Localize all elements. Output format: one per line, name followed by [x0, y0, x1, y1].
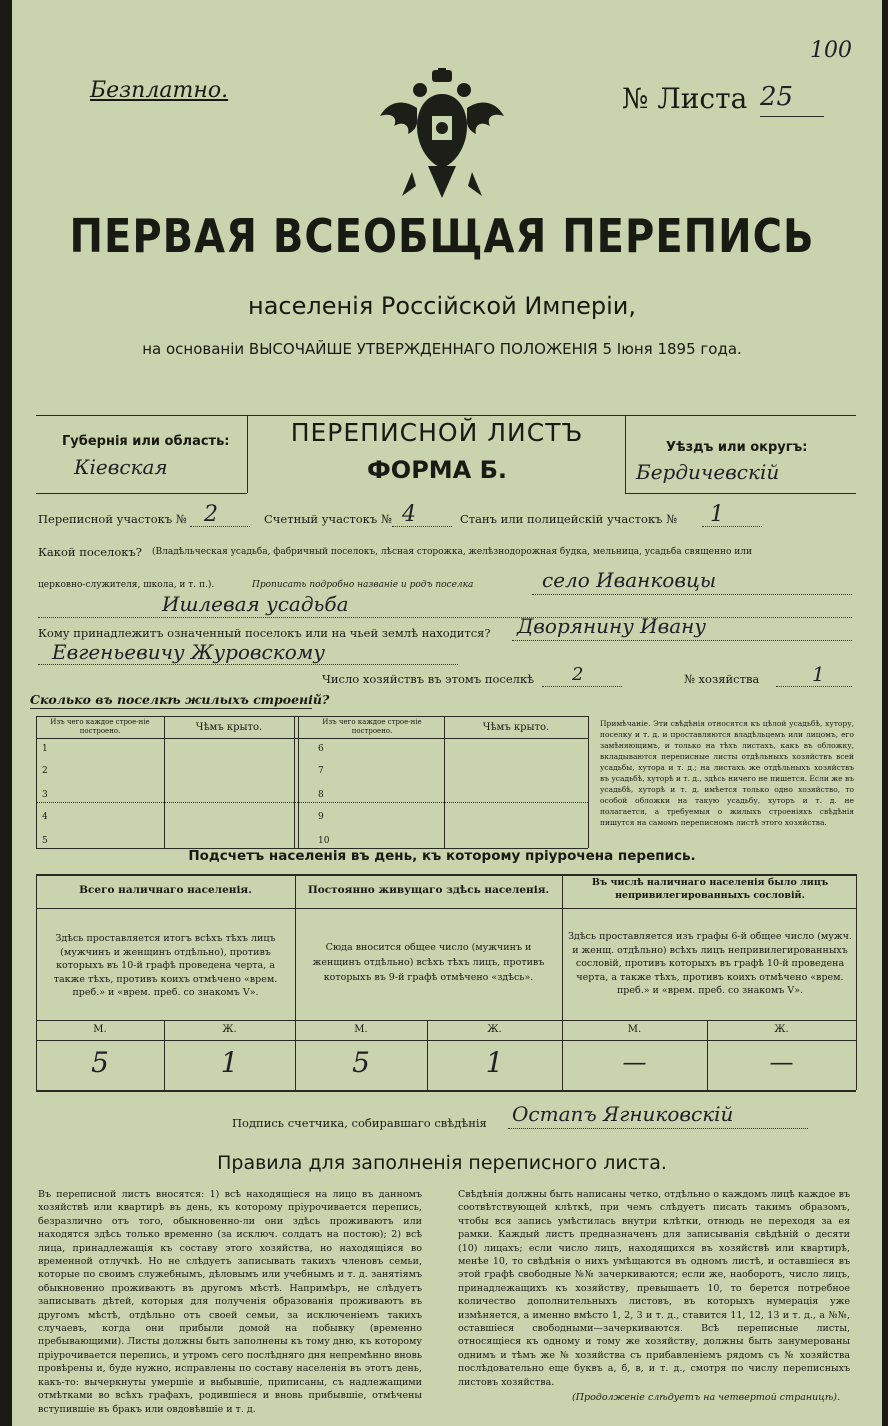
owner-value-line2: Евгеньевичу Журовскому	[52, 640, 325, 664]
settlement-hint2: церковно-служителя, школа, и т. п.).	[38, 580, 215, 590]
population-value: 5	[91, 1046, 109, 1079]
count-precinct-value: 4	[402, 502, 416, 527]
settlement-hint: (Владѣльческая усадьба, фабричный поселокъ, лѣсная сторожка, желѣзнодорожная будка, мельница, усадьба священно или	[152, 547, 752, 557]
settlement-value-line1: село Иванковцы	[542, 568, 717, 592]
rules-title: Правила для заполненія переписного листа.	[217, 1152, 667, 1174]
census-sheet	[12, 0, 882, 1426]
population-col3-title: Въ числѣ наличнаго населенія было лицъ непривилегированныхъ сословій.	[591, 877, 829, 901]
police-precinct-value: 1	[710, 502, 724, 527]
signature-label: Подпись счетчика, собиравшаго свѣдѣнія	[232, 1116, 487, 1130]
province-value: Кіевская	[74, 455, 168, 479]
population-value: —	[622, 1048, 647, 1076]
district-value: Бердичевскій	[636, 460, 780, 484]
population-f-label: Ж.	[222, 1024, 237, 1035]
settlement-value-line2: Ишлевая усадьба	[162, 592, 349, 616]
population-m-label: М.	[354, 1024, 368, 1035]
buildings-row-number: 8	[318, 790, 324, 800]
population-value: 1	[220, 1046, 239, 1079]
buildings-row-number: 3	[42, 790, 48, 800]
population-f-label: Ж.	[487, 1024, 502, 1035]
continued-note: (Продолженіе слѣдуетъ на четвертой страницѣ).	[572, 1392, 840, 1403]
census-precinct-label: Переписной участокъ №	[38, 512, 187, 526]
province-label: Губернія или область:	[62, 434, 230, 449]
sheet-number-label: № Листа	[622, 82, 748, 115]
household-number-label: № хозяйства	[684, 672, 760, 686]
district-label: Уѣздъ или округъ:	[666, 440, 808, 455]
census-precinct-value: 2	[204, 502, 218, 527]
sheet-number-value: 25	[760, 82, 794, 112]
owner-value-line1: Дворянину Ивану	[517, 614, 706, 638]
settlement-label: Какой поселокъ?	[38, 545, 142, 559]
households-count-label: Число хозяйствъ въ этомъ поселкѣ	[322, 672, 535, 686]
buildings-row-number: 6	[318, 744, 324, 754]
count-precinct-label: Счетный участокъ №	[264, 512, 392, 526]
population-col2-text: Сюда вносится общее число (мужчинъ и женщинъ отдѣльно) всѣхъ тѣхъ лицъ, противъ которыхъ въ 9-й графѣ отмѣчено «здѣсь».	[312, 942, 545, 983]
buildings-row-number: 4	[42, 812, 48, 822]
population-col1-title: Всего наличнаго населенія.	[79, 884, 252, 896]
buildings-row-number: 10	[318, 836, 330, 846]
title-main: ПЕРВАЯ ВСЕОБЩАЯ ПЕРЕПИСЬ	[69, 210, 815, 264]
settlement-instruction: Прописать подробно названіе и родъ поселка	[252, 580, 474, 590]
buildings-row-number: 5	[42, 836, 48, 846]
population-col2-title: Постоянно живущаго здѣсь населенія.	[307, 884, 550, 896]
note-text: Примѣчаніе. Эти свѣдѣнія относятся къ цѣлой усадьбѣ, хутору, поселку и т. д. и проставляются владѣльцемъ или лицомъ, его замѣняющимъ, и только на тѣхъ листахъ, какъ въ обложку, вкладываются переписные листы отдѣльныхъ хозяйствъ всей усадьбы, хутора и т. д.; на листахъ же отдѣльныхъ хозяйствъ въ усадьбѣ, хуторѣ и т. д., здѣсь ничего не пишется. Если же въ усадьбѣ, хуторѣ и т. д. имѣется только одно хозяйство, то особой обложки на такую усадьбу, хуторъ и т. д. не полагается, а требуемыя о жилыхъ строеніяхъ свѣдѣнія пишутся на самомъ переписномъ листѣ этого хозяйства.	[600, 719, 854, 827]
population-value: 1	[485, 1046, 504, 1079]
population-m-label: М.	[627, 1024, 642, 1035]
household-number-value: 1	[812, 662, 825, 686]
title-basis: на основаніи ВЫСОЧАЙШЕ УТВЕРЖДЕННАГО ПОЛОЖЕНІЯ 5 Іюня 1895 года.	[142, 340, 742, 358]
population-m-label: М.	[93, 1024, 107, 1035]
buildings-row-number: 1	[42, 744, 48, 754]
owner-label: Кому принадлежитъ означенный поселокъ или на чьей землѣ находится?	[38, 626, 491, 640]
buildings-col1-header-right: Изъ чего каждое строе-ніе построено.	[322, 718, 422, 735]
population-f-label: Ж.	[774, 1024, 789, 1035]
form-title: ПЕРЕПИСНОЙ ЛИСТЪ	[290, 418, 584, 447]
title-sub: населенія Россійской Имперіи,	[248, 292, 636, 320]
buildings-col2-header-left: Чѣмъ крыто.	[195, 722, 263, 733]
population-col3-text: Здѣсь проставляется изъ графы 6-й общее число (мужч. и женщ. отдѣльно) всѣхъ лицъ непривилегированныхъ сословій, противъ которыхъ въ графѣ 10-й проведена черта, а также тѣхъ, противъ коихъ отмѣчено «врем. преб.» и «врем. преб. со знакомъ V».	[568, 931, 852, 996]
rules-right-text: Свѣдѣнія должны быть написаны четко, отдѣльно о каждомъ лицѣ каждое въ соотвѣтствующей клѣткѣ, при чемъ слѣдуетъ писать такимъ образомъ, чтобы вся запись умѣстилась внутри клѣтки, отнюдь не переходя за ея рамки. Каждый листъ предназначенъ для записыванія свѣдѣній о десяти (10) лицахъ; если число лицъ, находящихся въ хозяйствѣ или квартирѣ, менѣе 10, то свѣдѣнія о нихъ умѣщаются въ одномъ листѣ, и оставшіеся въ этой графѣ свободные №№ зачеркиваются; если же, наоборотъ, число лицъ, принадлежащихъ къ хозяйству, превышаетъ 10, то берется потребное количество дополнительныхъ листовъ, въ которыхъ нумерація уже измѣняется, а именно вмѣсто 1, 2, 3 и т. д., ставится 11, 12, 13 и т. д., а №№, оставшіеся свободными—зачеркиваются. Всѣ переписные листы, относящіеся къ одному и тому же хозяйству, должны быть занумерованы однимъ и тѣмъ же № хозяйства съ прибавленіемъ рядомъ съ № хозяйства послѣдовательно еще буквъ а, б, в, и т. д., смотря по числу переписныхъ листовъ хозяйства.	[458, 1189, 850, 1388]
form-subtitle: ФОРМА Б.	[366, 456, 507, 484]
population-count-title: Подсчетъ населенія въ день, къ которому пріурочена перепись.	[188, 848, 696, 864]
page-number-handwritten: 100	[810, 38, 852, 63]
buildings-row-number: 2	[42, 766, 48, 776]
buildings-label: Сколько въ поселкѣ жилыхъ строеній?	[30, 692, 330, 707]
population-col1-text: Здѣсь проставляется итогъ всѣхъ тѣхъ лицъ (мужчинъ и женщинъ отдѣльно), противъ которыхъ въ 10-й графѣ проведена черта, а также тѣхъ, противъ коихъ отмѣчено «врем. преб.» и «врем. преб. со знакомъ V».	[53, 933, 278, 998]
buildings-col2-header-right: Чѣмъ крыто.	[482, 722, 550, 733]
free-label: Безплатно.	[90, 78, 229, 103]
signature-value: Остапъ Ягниковскій	[512, 1102, 734, 1126]
population-value: 5	[352, 1046, 370, 1079]
double-headed-eagle-icon	[372, 68, 512, 208]
police-precinct-label: Станъ или полицейскій участокъ №	[460, 512, 677, 526]
rules-left-text: Въ переписной листъ вносятся: 1) всѣ находящіеся на лицо въ данномъ хозяйствѣ или квартирѣ въ день, къ которому пріурочивается перепись, безразлично отъ того, обыкновенно-ли они здѣсь проживаютъ или находятся здѣсь только временно (за исключ. солдатъ на постою); 2) всѣ лица, принадлежащія къ составу этого хозяйства, но находящіяся во временной отлучкѣ. Но не слѣдуетъ записывать такихъ членовъ семьи, которые по своимъ служебнымъ, дѣловымъ или учебнымъ и т. д. занятіямъ обыкновенно проживаютъ въ другомъ мѣстѣ. Напримѣръ, не слѣдуетъ записывать дѣтей, которыя для полученія образованія проживаютъ въ другомъ мѣстѣ, отдѣльно отъ своей семьи, за исключеніемъ такихъ случаевъ, когда они прибыли домой на побывку (временно пребывающими). Листы должны быть заполнены къ тому дню, къ которому пріурочивается перепись, и утромъ сего послѣдняго дня непремѣнно вновь провѣрены и, буде нужно, исправлены по составу населенія въ этотъ день, какъ-то: вычеркнуты умершіе и выбывшіе, приписаны, съ надлежащими отмѣтками во всѣхъ графахъ, родившіеся и вновь прибывшіе, отмѣчены вступившіе въ бракъ или овдовѣвшіе и т. д.	[38, 1189, 422, 1415]
buildings-col1-header-left: Изъ чего каждое строе-ніе построено.	[50, 718, 150, 735]
households-count-value: 2	[572, 664, 584, 685]
population-value: —	[769, 1048, 794, 1076]
buildings-row-number: 7	[318, 766, 324, 776]
buildings-row-number: 9	[318, 812, 324, 822]
